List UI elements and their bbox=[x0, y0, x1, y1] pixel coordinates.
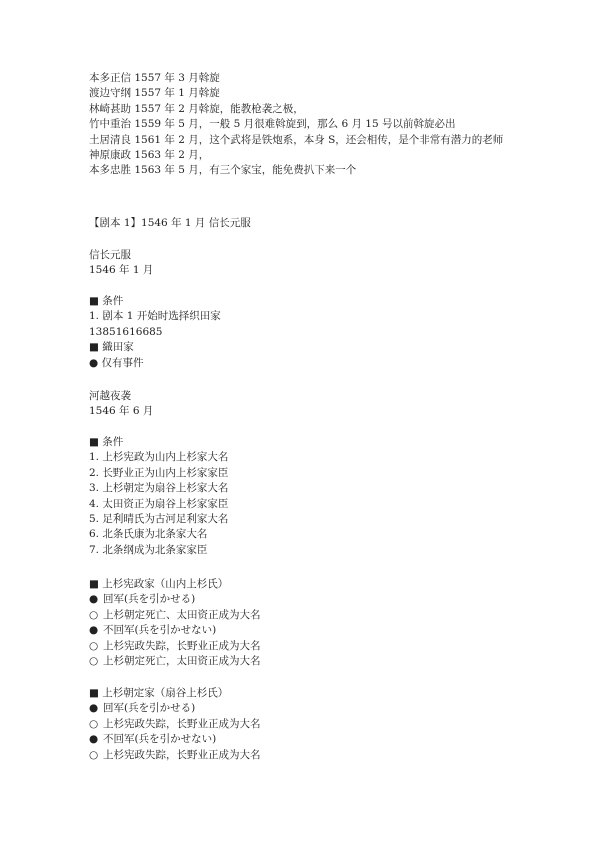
option-item bbox=[89, 623, 261, 638]
scenario-heading-section bbox=[89, 216, 251, 231]
house-label: ■ 織田家 bbox=[89, 341, 134, 354]
option-text: 上杉宪政失踪，长野业正成为大名 bbox=[103, 717, 261, 730]
condition-item: 1. 剧本 1 开始时选择织田家 bbox=[89, 310, 221, 323]
intro-line: 神原康政 1563 年 2 月， bbox=[89, 148, 210, 161]
option-text: 上杉宪政失踪，长野业正成为大名 bbox=[103, 748, 261, 761]
condition-item: 4. 太田资正为扇谷上杉家家臣 bbox=[89, 497, 229, 510]
event-date: 1546 年 6 月 bbox=[89, 405, 154, 418]
only-event-label: ● 仅有事件 bbox=[89, 356, 144, 369]
filled-circle-icon: ● bbox=[89, 733, 99, 746]
option-text: 不回军(兵を引かせない) bbox=[103, 733, 217, 746]
open-circle-icon: ○ bbox=[89, 748, 99, 761]
event-date: 1546 年 1 月 bbox=[89, 264, 154, 277]
intro-line: 本多忠胜 1563 年 5 月，有三个家宝，能免费扒下来一个 bbox=[89, 164, 357, 177]
phone-number: 13851616685 bbox=[89, 325, 163, 338]
scenario-heading: 【剧本 1】1546 年 1 月 信长元服 bbox=[89, 217, 251, 229]
option-item bbox=[89, 608, 261, 623]
condition-item: 2. 长野业正为山内上杉家家臣 bbox=[89, 466, 229, 479]
condition-label: ■ 条件 bbox=[89, 295, 124, 307]
intro-line: 竹中重治 1559 年 5 月，一般 5 月很难斡旋到，那么 6 月 15 号以前斡旋必出 bbox=[89, 118, 456, 131]
intro-section bbox=[89, 71, 503, 179]
option-item bbox=[89, 592, 261, 607]
event1-conditions bbox=[89, 294, 221, 371]
option-text: 回军(兵を引かせる) bbox=[103, 593, 196, 606]
intro-line: 渡边守纲 1557 年 1 月斡旋 bbox=[89, 87, 220, 100]
event-kawagoe-night-attack bbox=[89, 389, 153, 420]
event-title: 信长元服 bbox=[89, 249, 131, 261]
open-circle-icon: ○ bbox=[89, 639, 99, 652]
group-label: ■ 上杉宪政家（山内上杉氏） bbox=[89, 578, 229, 590]
condition-item: 6. 北条氏康为北条家大名 bbox=[89, 528, 208, 541]
option-text: 回军(兵を引かせる) bbox=[103, 702, 196, 715]
uesugi-tomosada-group bbox=[89, 686, 261, 763]
option-item bbox=[89, 717, 261, 732]
option-text: 不回军(兵を引かせない) bbox=[103, 624, 217, 637]
intro-line: 本多正信 1557 年 3 月斡旋 bbox=[89, 72, 220, 84]
condition-item: 3. 上杉朝定为扇谷上杉家大名 bbox=[89, 482, 229, 495]
uesugi-norimasa-group bbox=[89, 577, 261, 669]
open-circle-icon: ○ bbox=[89, 608, 99, 621]
event-nobunaga-genpuku bbox=[89, 248, 153, 279]
intro-line: 土居清良 1561 年 2 月，这个武将是铁炮系，本身 S，还会相传，是个非常有潜力的老师 bbox=[89, 133, 504, 146]
option-item bbox=[89, 639, 261, 654]
open-circle-icon: ○ bbox=[89, 654, 99, 667]
filled-circle-icon: ● bbox=[89, 624, 99, 637]
event-title: 河越夜袭 bbox=[89, 390, 131, 402]
open-circle-icon: ○ bbox=[89, 717, 99, 730]
condition-item: 5. 足利晴氏为古河足利家大名 bbox=[89, 512, 229, 525]
condition-label: ■ 条件 bbox=[89, 436, 124, 448]
option-text: 上杉朝定死亡、太田资正成为大名 bbox=[103, 608, 261, 621]
option-item bbox=[89, 701, 261, 716]
intro-line: 林崎甚助 1557 年 2 月斡旋，能教枪袭之极， bbox=[89, 102, 304, 115]
condition-item: 1. 上杉宪政为山内上杉家大名 bbox=[89, 451, 229, 464]
filled-circle-icon: ● bbox=[89, 593, 99, 606]
condition-item: 7. 北条纲成为北条家家臣 bbox=[89, 543, 208, 556]
group-label: ■ 上杉朝定家（扇谷上杉氏） bbox=[89, 687, 229, 699]
filled-circle-icon: ● bbox=[89, 702, 99, 715]
option-text: 上杉宪政失踪，长野业正成为大名 bbox=[103, 639, 261, 652]
option-item bbox=[89, 748, 261, 763]
event2-conditions bbox=[89, 435, 228, 558]
option-item bbox=[89, 654, 261, 669]
option-text: 上杉朝定死亡，太田资正成为大名 bbox=[103, 654, 261, 667]
option-item bbox=[89, 732, 261, 747]
